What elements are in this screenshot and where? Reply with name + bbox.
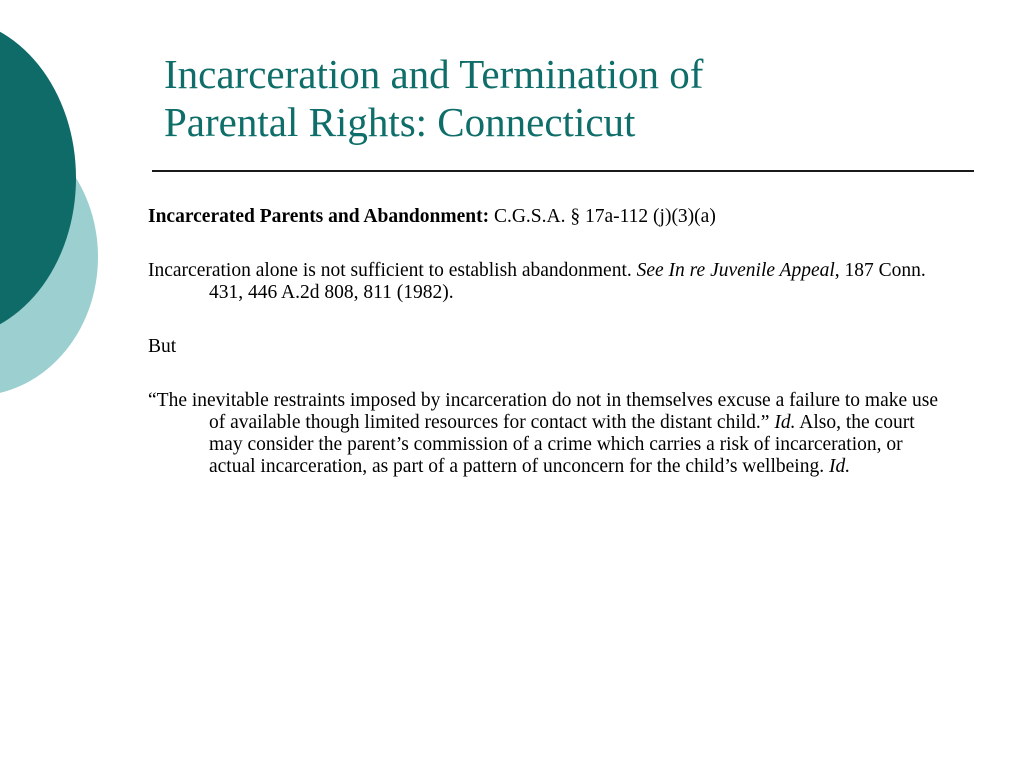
- but-text: But: [148, 336, 177, 357]
- but-paragraph: [148, 336, 948, 358]
- quote-paragraph: [148, 390, 948, 478]
- case-name: See In re Juvenile Appeal: [636, 260, 835, 281]
- decorative-circles: [0, 0, 110, 410]
- abandonment-paragraph: [148, 260, 948, 304]
- id-citation-2: Id.: [828, 456, 851, 477]
- case-citation: , 187 Conn. 431, 446 A.2d 808, 811 (1982).: [209, 260, 926, 303]
- slide-body: [148, 206, 948, 510]
- slide-title-line1: Incarceration and Termination of: [164, 51, 704, 97]
- statute-paragraph: [148, 206, 948, 228]
- slide-title: [164, 50, 964, 146]
- id-citation-1: Id.: [774, 412, 796, 433]
- title-divider: [152, 170, 974, 172]
- statute-heading: Incarcerated Parents and Abandonment:: [148, 206, 490, 227]
- court-consideration-text: Also, the court may consider the parent’s commission of a crime which carries a risk of incarceration, or actual incarceration, as part of a pattern of unconcern for the child’s wellbeing.: [209, 412, 915, 477]
- quote-text: “The inevitable restraints imposed by incarceration do not in themselves excuse a failure to make use of available though limited resources for contact with the distant child.”: [148, 390, 939, 433]
- slide-title-line2: Parental Rights: Connecticut: [164, 99, 636, 145]
- abandonment-text: Incarceration alone is not sufficient to establish abandonment.: [148, 260, 637, 281]
- statute-citation: C.G.S.A. § 17a-112 (j)(3)(a): [489, 206, 716, 227]
